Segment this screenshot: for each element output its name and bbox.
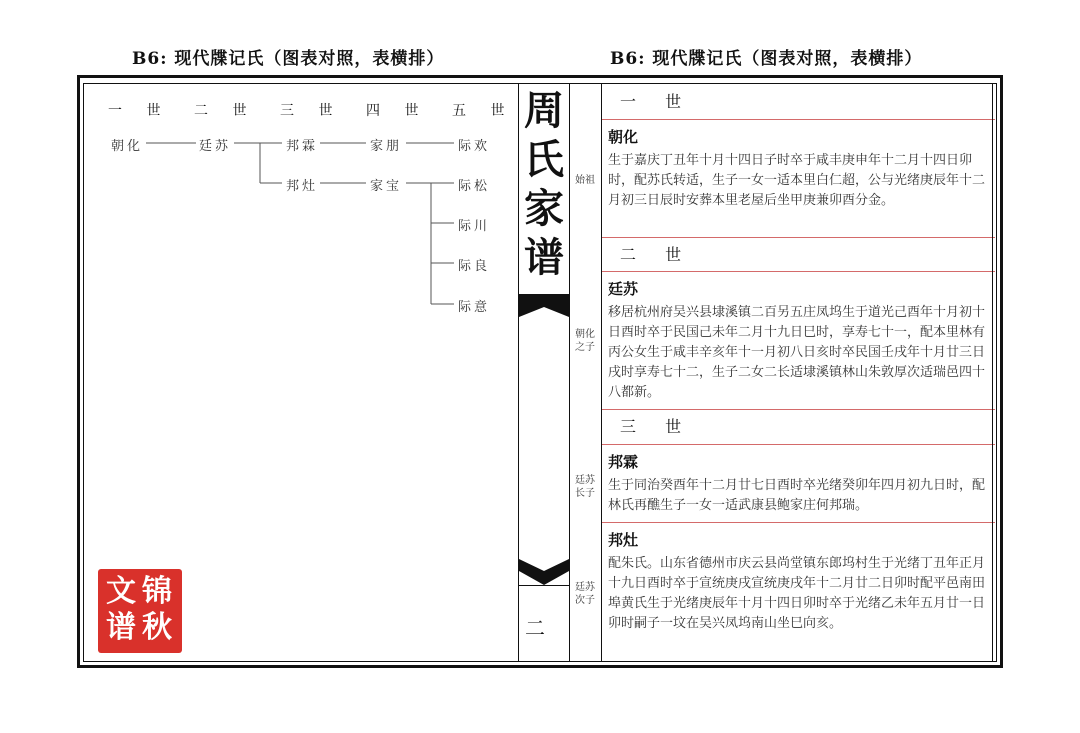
tree-node-bangzao: 邦灶 (286, 175, 318, 194)
relation-label: 廷苏次子 (575, 582, 595, 606)
tree-node-tingsu: 廷苏 (199, 135, 231, 154)
right-page-heading: B6: 现代牒记氏（图表对照，表横排） (610, 49, 923, 69)
record-text: 生于同治癸酉年十二月廿七日酉时卒光绪癸卯年四月初九日时，配林氏再醮生子一女一适武康县鲍家庄何邦瑞。 (608, 478, 986, 513)
relation-label: 始祖 (575, 175, 595, 186)
inner-frame (83, 83, 997, 662)
record-entry-bangzao (602, 523, 995, 663)
generation-bar-1: 一 世 (602, 84, 995, 120)
fishtail-marks (519, 295, 569, 587)
tree-gen-header-4: 四 世 (366, 103, 429, 119)
record-name: 邦灶 (608, 531, 639, 549)
record-text: 移居杭州府吴兴县埭溪镇二百另五庄凤坞生于道光己酉年十月初十日酉时卒于民国己未年二月十九日巳时，享寿七十一，配本里林有丙公女生于咸丰辛亥年十一月初八日亥时卒民国壬戌年十月廿三日戌时享寿七十二，生子二女二长适埭溪镇林山朱敦厚次适瑞邑四十八都新。 (608, 305, 986, 400)
genealogy-page-frame (77, 75, 1003, 668)
spine-title-char: 周 (524, 87, 564, 134)
relation-label: 廷苏长子 (575, 475, 595, 499)
record-entry-chaohua (602, 120, 995, 238)
tree-gen-header-5: 五 世 (452, 103, 515, 119)
left-page-heading: B6: 现代牒记氏（图表对照，表横排） (132, 49, 445, 69)
records-panel (602, 84, 995, 661)
record-text: 生于嘉庆丁丑年十月十四日子时卒于咸丰庚申年十二月十四日卯时，配苏氏转适，生子一女一适本里白仁超，公与光绪庚辰年十二月初三日辰时安葬本里老屋后坐甲庚兼卯酉分金。 (608, 153, 986, 208)
tree-node-banglin: 邦霖 (286, 135, 318, 154)
seal-char: 锦 (142, 574, 172, 609)
right-border-rule (992, 84, 993, 661)
tree-node-jisong: 际松 (458, 175, 490, 194)
tree-node-jiliang: 际良 (458, 255, 490, 274)
relation-label: 朝化之子 (575, 329, 595, 353)
tree-gen-header-1: 一 世 (108, 103, 171, 119)
tree-node-jiapeng: 家朋 (370, 135, 402, 154)
spine-title-char: 家 (524, 185, 564, 232)
tree-node-jichuan: 际川 (458, 215, 490, 234)
generation-bar-2: 二 世 (602, 238, 995, 272)
tree-node-chaohua: 朝化 (111, 135, 143, 154)
tree-node-jiyi: 际意 (458, 296, 490, 315)
record-entry-tingsu (602, 272, 995, 410)
generation-bar-3: 三 世 (602, 410, 995, 445)
seal-char: 秋 (142, 610, 172, 645)
relation-column (570, 84, 602, 661)
spine-title-char: 谱 (524, 234, 564, 281)
book-spine (518, 84, 570, 661)
tree-node-jiabao: 家宝 (370, 175, 402, 194)
record-entry-banglin (602, 445, 995, 523)
tree-gen-header-3: 三 世 (280, 103, 343, 119)
record-text: 配朱氏。山东省德州市庆云县尚堂镇东郎坞村生于光绪丁丑年正月十九日酉时卒于宣统庚戌宣统庚戌年十二月廿二日卯时配平邑南田埠黄氏生于光绪庚辰年十月十四日卯时卒于光绪乙未年五月廿一日卯时嗣子一坟在吴兴凤坞南山坐巳向亥。 (608, 556, 986, 631)
spine-fishtail-box (519, 294, 569, 586)
tree-connector-lines (84, 84, 518, 324)
seal-char: 文 (106, 574, 136, 609)
tree-node-jihuan: 际欢 (458, 135, 490, 154)
spine-title (519, 86, 569, 282)
page-number: 二 (525, 616, 545, 640)
tree-gen-header-2: 二 世 (194, 103, 257, 119)
seal-char: 谱 (106, 610, 136, 645)
record-name: 廷苏 (608, 280, 639, 298)
record-name: 邦霖 (608, 453, 639, 471)
red-seal-stamp (98, 569, 182, 653)
spine-title-char: 氏 (524, 136, 564, 183)
record-name: 朝化 (608, 128, 639, 146)
